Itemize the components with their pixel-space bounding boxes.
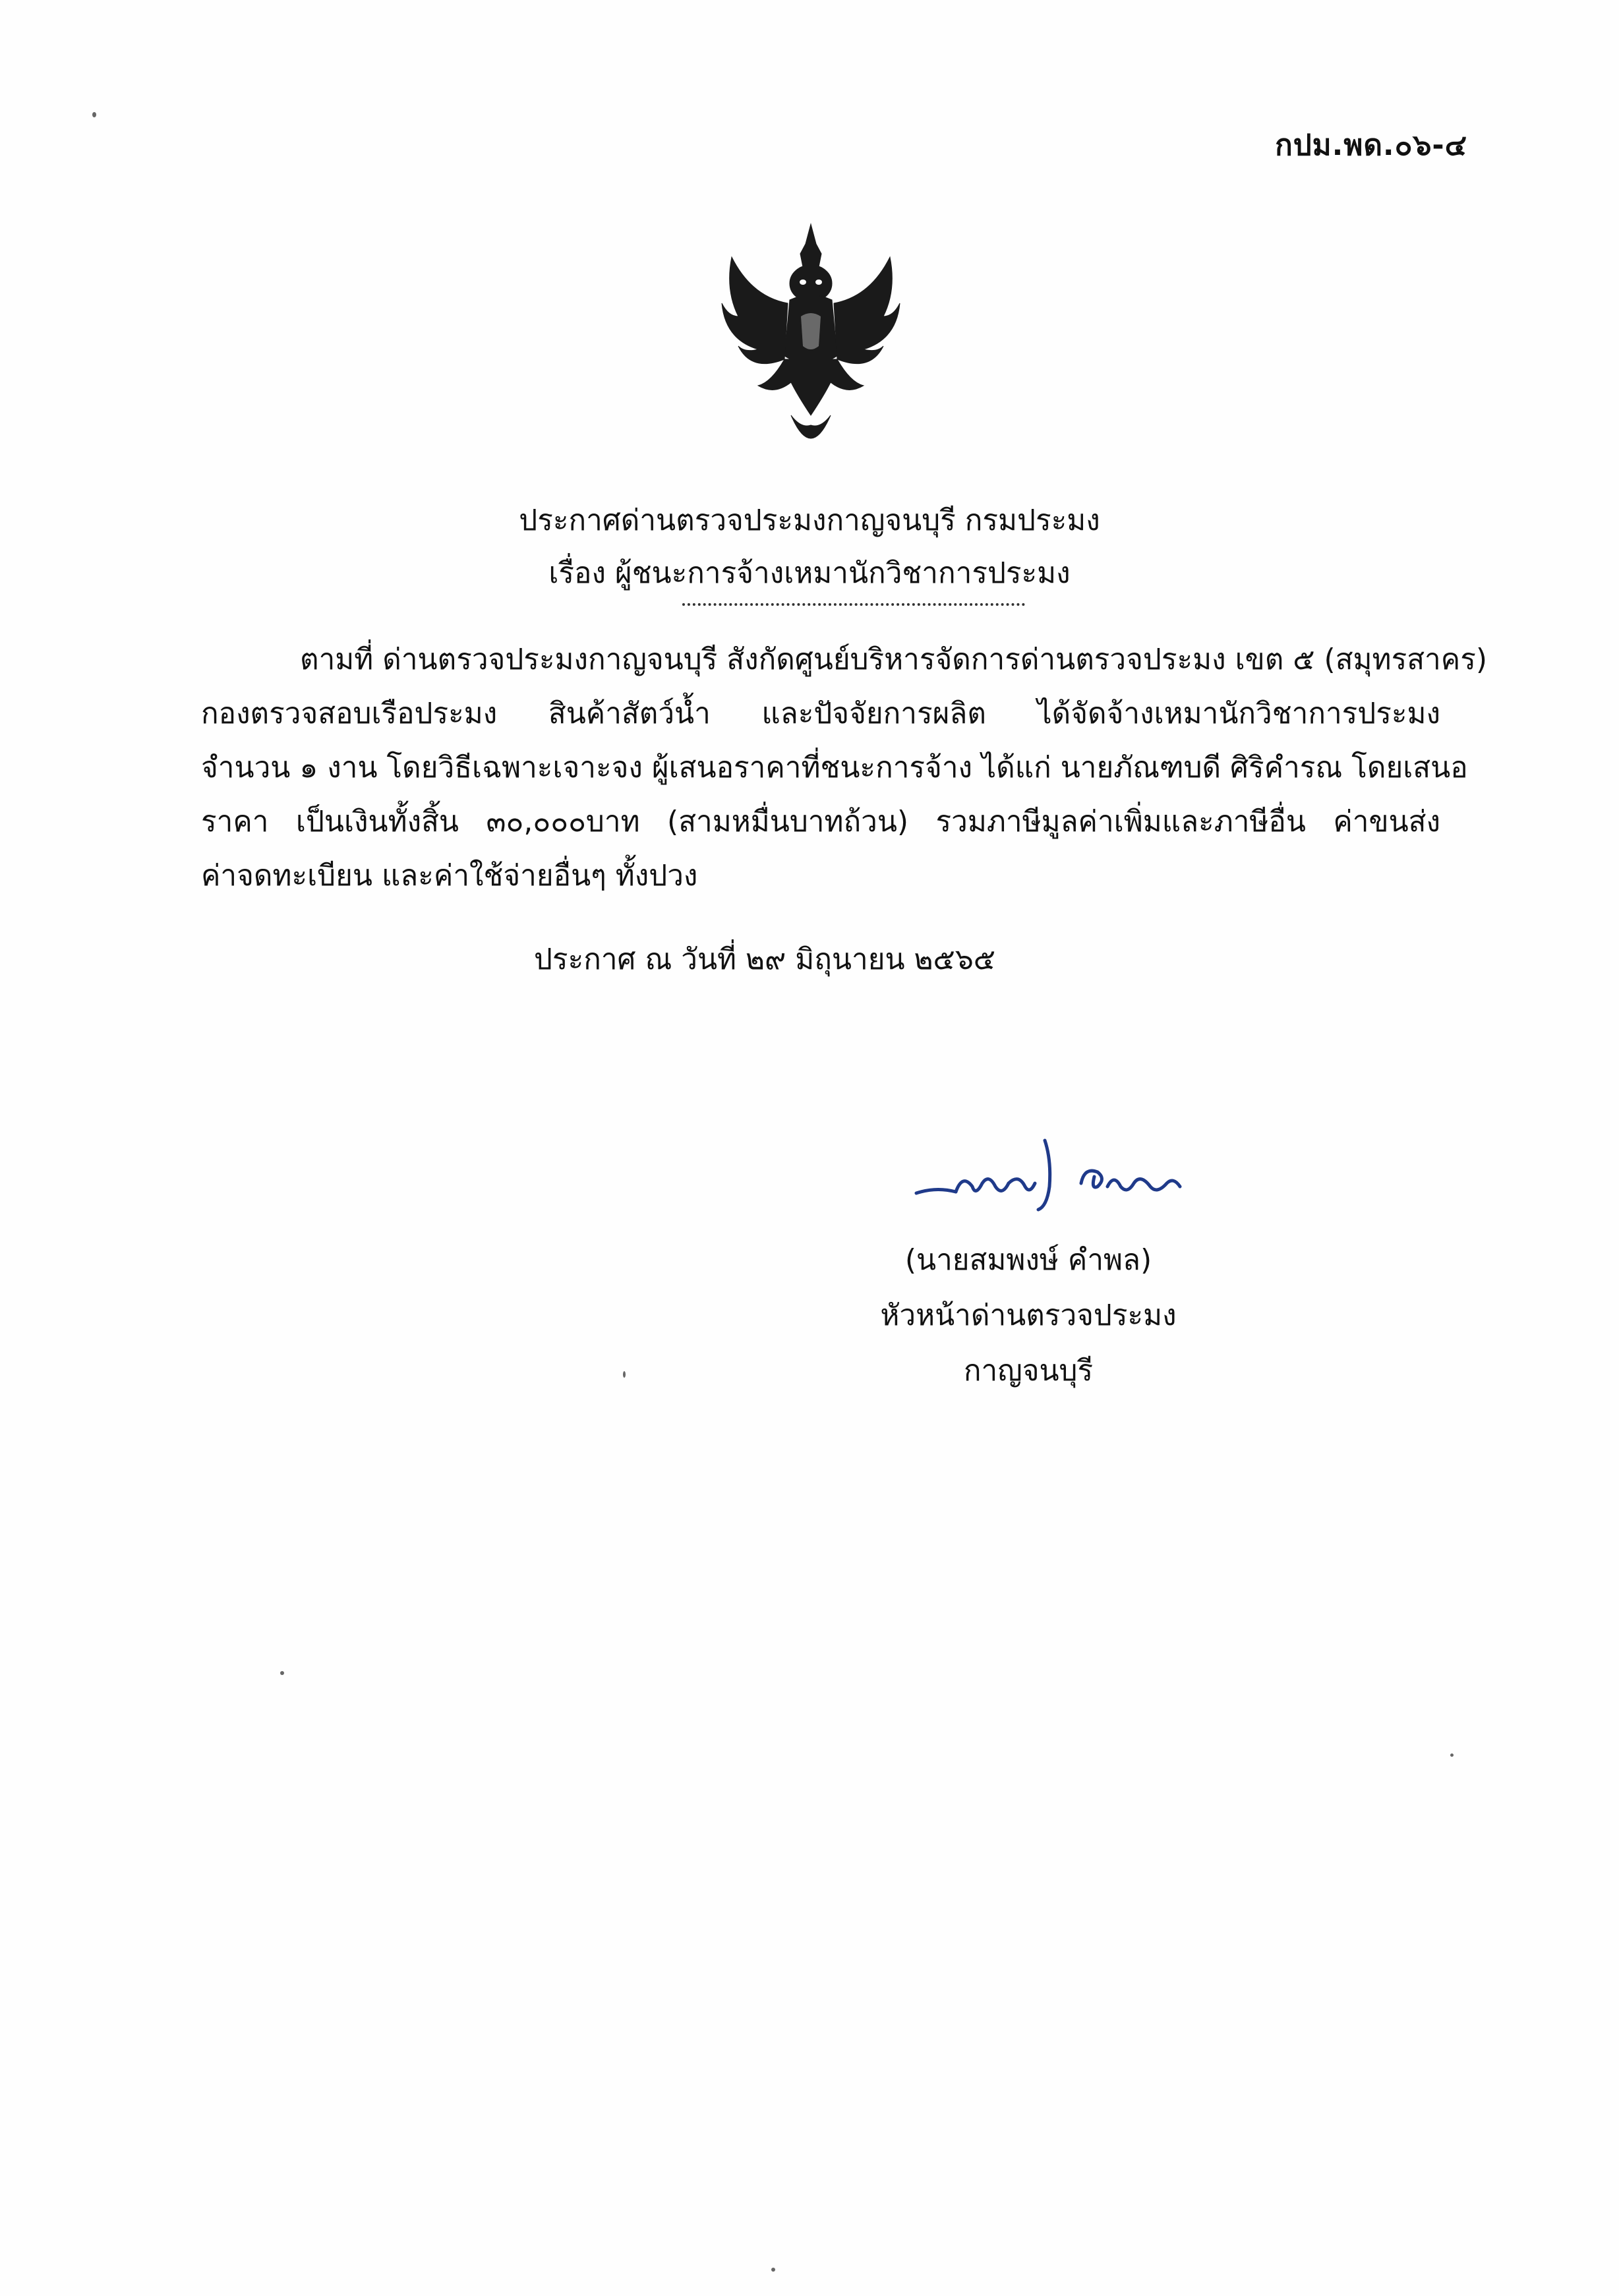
signer-name: (นายสมพงษ์ คำพล): [904, 1243, 1152, 1277]
title-subject: เรื่อง ผู้ชนะการจ้างเหมานักวิชาการประมง: [548, 556, 1071, 590]
signer-block: [817, 1233, 1239, 1399]
announcement-date: ประกาศ ณ วันที่ ๒๙ มิถุนายน ๒๕๖๕: [534, 943, 996, 976]
scan-speck: [623, 1371, 626, 1378]
form-code: กปม.พด.๐๖-๔: [1275, 129, 1467, 162]
body-line: กองตรวจสอบเรือประมง สินค้าสัตว์น้ำ และปัจจัยการผลิต ได้จัดจ้างเหมานักวิชาการประมง: [201, 697, 1440, 730]
garuda-emblem-icon: [712, 218, 910, 461]
body-line: จำนวน ๑ งาน โดยวิธีเฉพาะเจาะจง ผู้เสนอราคาที่ชนะการจ้าง ได้แก่ นายภัณฑบดี ศิริคำรณ โดยเสนอ: [201, 751, 1468, 784]
signer-position: หัวหน้าด่านตรวจประมงกาญจนบุรี: [880, 1299, 1177, 1388]
body-line: ค่าจดทะเบียน และค่าใช้จ่ายอื่นๆ ทั้งปวง: [201, 859, 698, 893]
dotted-divider: [682, 590, 1025, 606]
scan-speck: [771, 2268, 775, 2272]
scan-speck: [1450, 1753, 1454, 1757]
handwritten-signature: [910, 1121, 1213, 1226]
body-line: ตามที่ ด่านตรวจประมงกาญจนบุรี สังกัดศูนย์บริหารจัดการด่านตรวจประมง เขต ๕ (สมุทรสาคร): [300, 643, 1487, 676]
scan-speck: [92, 112, 96, 117]
body-line: ราคา เป็นเงินทั้งสิ้น ๓๐,๐๐๐บาท (สามหมื่นบาทถ้วน) รวมภาษีมูลค่าเพิ่มและภาษีอื่น ค่าขนส่ง: [201, 805, 1440, 839]
announcement-title: [0, 494, 1619, 600]
scan-speck: [280, 1671, 284, 1675]
body-paragraph: [201, 633, 1487, 903]
title-line-1: ประกาศด่านตรวจประมงกาญจนบุรี กรมประมง: [519, 504, 1100, 537]
